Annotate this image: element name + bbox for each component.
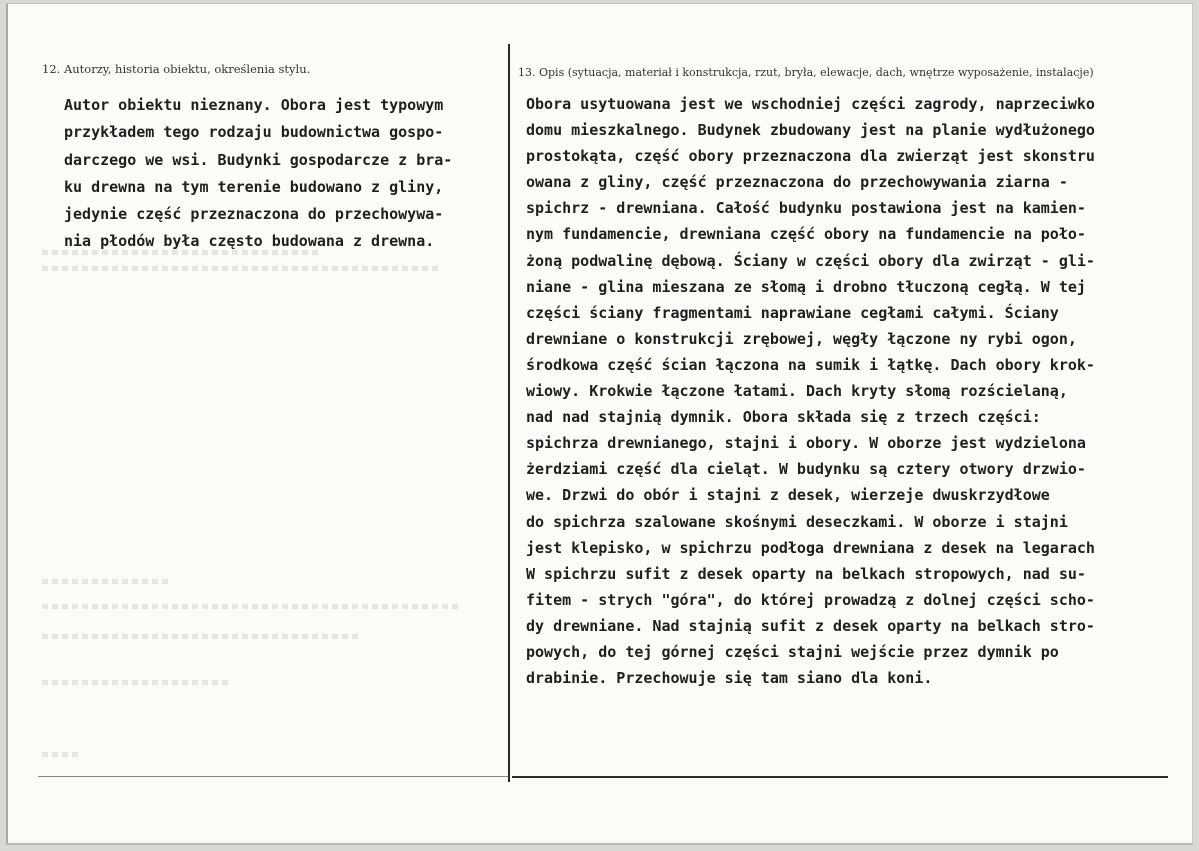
- section-12-label: 12. Autorzy, historia obiektu, określenia stylu.: [42, 62, 311, 76]
- typed-line: Obora usytuowana jest we wschodniej części zagrody, naprzeciwko: [526, 95, 1095, 113]
- typed-line: części ściany fragmentami naprawiane cegłami całymi. Ściany: [526, 303, 1059, 322]
- typed-line: drewniane o konstrukcji zrębowej, węgły łączone ny rybi ogon,: [526, 329, 1077, 348]
- typed-line: spichrza drewnianego, stajni i obory. W oborze jest wydzielona: [526, 434, 1086, 453]
- typed-line: ku drewna na tym terenie budowano z gliny,: [64, 177, 444, 196]
- typed-line: drabinie. Przechowuje się tam siano dla koni.: [526, 669, 933, 688]
- section-13-label: 13. Opis (sytuacja, materiał i konstrukcja, rzut, bryła, elewacje, dach, wnętrze wyposażenie, instalacje): [518, 66, 1094, 79]
- typed-line: domu mieszkalnego. Budynek zbudowany jest na planie wydłużonego: [526, 121, 1095, 140]
- typed-line: darczego we wsi. Budynki gospodarcze z bra-: [64, 150, 453, 169]
- section-13-typed-text: [526, 91, 1095, 691]
- typed-line: jedynie część przeznaczona do przechowywa-: [64, 205, 444, 224]
- typed-line: niane - glina mieszana ze słomą i drobno tłuczoną cegłą. W tej: [526, 277, 1086, 296]
- typed-line: nad nad stajnią dymnik. Obora składa się z trzech części:: [526, 408, 1041, 427]
- typed-line: żoną podwalinę dębową. Ściany w części obory dla zwirząt - gli-: [526, 251, 1095, 270]
- typed-line: nia płodów była często budowana z drewna.: [64, 232, 435, 251]
- show-through-ghost-text: [42, 752, 82, 757]
- show-through-ghost-text: [42, 579, 172, 584]
- bottom-rule-left: [38, 776, 508, 777]
- typed-line: powych, do tej górnej części stajni wejście przez dymnik po: [526, 642, 1059, 661]
- typed-line: wiowy. Krokwie łączone łatami. Dach kryty słomą rozścielaną,: [526, 382, 1068, 401]
- typed-line: środkowa część ścian łączona na sumik i łątkę. Dach obory krok-: [526, 355, 1095, 374]
- typed-line: owana z gliny, część przeznaczona do przechowywania ziarna -: [526, 173, 1068, 192]
- show-through-ghost-text: [42, 680, 232, 685]
- typed-line: we. Drzwi do obór i stajni z desek, wierzeje dwuskrzydłowe: [526, 486, 1050, 505]
- typed-line: nym fundamencie, drewniana część obory na fundamencie na poło-: [526, 225, 1086, 244]
- section-12-typed-text: [64, 92, 452, 256]
- typed-line: W spichrzu sufit z desek oparty na belkach stropowych, nad su-: [526, 564, 1086, 583]
- show-through-ghost-text: [42, 604, 462, 609]
- typed-line: fitem - strych "góra", do której prowadzą z dolnej części scho-: [526, 590, 1095, 609]
- typed-line: Autor obiektu nieznany. Obora jest typowym: [64, 96, 444, 114]
- typed-line: dy drewniane. Nad stajnią sufit z desek oparty na belkach stro-: [526, 616, 1095, 635]
- typed-line: jest klepisko, w spichrzu podłoga drewniana z desek na legarach: [526, 538, 1095, 557]
- typed-line: spichrz - drewniana. Całość budynku postawiona jest na kamien-: [526, 199, 1086, 218]
- typed-line: żerdziami część dla cieląt. W budynku są cztery otwory drzwio-: [526, 460, 1086, 479]
- typed-line: do spichrza szalowane skośnymi deseczkami. W oborze i stajni: [526, 512, 1068, 531]
- show-through-ghost-text: [42, 634, 362, 639]
- show-through-ghost-text: [42, 250, 322, 255]
- typed-line: przykładem tego rodzaju budownictwa gospo-: [64, 123, 444, 142]
- bottom-rule-right: [512, 776, 1168, 778]
- document-sheet: [6, 3, 1193, 845]
- column-divider: [508, 44, 510, 782]
- typed-line: prostokąta, część obory przeznaczona dla zwierząt jest skonstru: [526, 147, 1095, 166]
- show-through-ghost-text: [42, 266, 442, 271]
